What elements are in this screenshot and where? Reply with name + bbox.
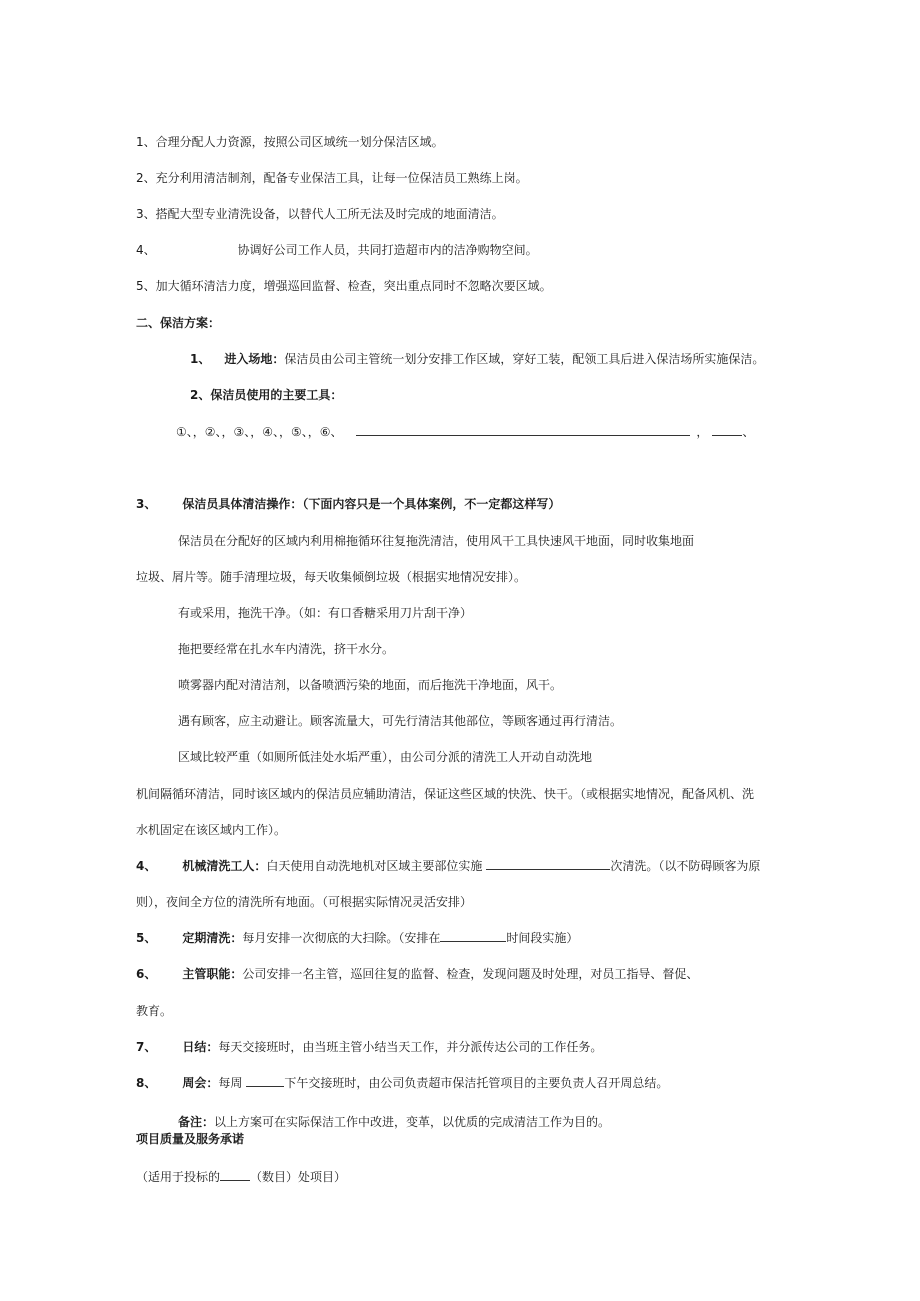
list-sep: 、 bbox=[143, 171, 156, 185]
item-number: 2 bbox=[190, 388, 199, 402]
section-heading: 二、保洁方案： bbox=[136, 316, 221, 330]
paragraph: 有或采用，拖洗干净。（如：有口香糖采用刀片刮干净） bbox=[178, 606, 473, 620]
intro-item-4 bbox=[136, 242, 538, 258]
section-sep: 、 bbox=[144, 1076, 157, 1090]
list-number: 2 bbox=[136, 171, 144, 185]
section-title: 周会： bbox=[182, 1076, 219, 1090]
count-blank bbox=[486, 858, 610, 870]
quality-scope bbox=[136, 1169, 346, 1185]
item-sep: 、 bbox=[198, 352, 211, 366]
intro-item-5 bbox=[136, 278, 552, 294]
paragraph: 喷雾器内配对清洁剂，以备喷洒污染的地面，而后拖洗干净地面，风干。 bbox=[178, 678, 563, 692]
section7 bbox=[136, 1039, 602, 1055]
section3-heading bbox=[136, 496, 560, 512]
section-title: 主管职能： bbox=[182, 967, 243, 981]
quality-heading: 项目质量及服务承诺 bbox=[136, 1132, 245, 1146]
list-sep: 、 bbox=[143, 135, 156, 149]
list-number: 1 bbox=[136, 135, 144, 149]
section-text: 每天交接班时，由当班主管小结当天工作，并分派传达公司的工作任务。 bbox=[218, 1040, 603, 1054]
tools-list: ①、，②、，③、，④、，⑤、，⑥、 bbox=[176, 425, 343, 439]
paragraph: 教育。 bbox=[136, 1004, 173, 1018]
section-number: 4 bbox=[136, 859, 145, 873]
note-text: 以上方案可在实际保洁工作中改进，变革，以优质的完成清洁工作为目的。 bbox=[214, 1115, 611, 1129]
section-text: 每月安排一次彻底的大扫除。（安排在 bbox=[242, 931, 441, 945]
tools-line bbox=[176, 424, 754, 440]
tools-tail: ， bbox=[696, 425, 709, 439]
quantity-blank bbox=[220, 1169, 250, 1181]
paragraph: 保洁员在分配好的区域内利用棉拖循环往复拖洗清洁，使用风干工具快速风干地面，同时收集地面 bbox=[178, 534, 695, 548]
section-number: 8 bbox=[136, 1076, 145, 1090]
section-text: 时间段实施） bbox=[506, 931, 579, 945]
section4 bbox=[136, 858, 760, 874]
intro-item-1 bbox=[136, 134, 444, 150]
list-sep: 、 bbox=[143, 279, 156, 293]
scope-text: （适用于投标的 bbox=[136, 1170, 221, 1184]
section-text: 每周 bbox=[218, 1076, 243, 1090]
list-text: 合理分配人力资源，按照公司区域统一划分保洁区域。 bbox=[155, 135, 444, 149]
paragraph: 则），夜间全方位的清洗所有地面。（可根据实际情况灵活安排） bbox=[136, 895, 473, 909]
time-blank bbox=[440, 930, 506, 942]
item-title: 保洁员使用的主要工具： bbox=[210, 388, 343, 402]
item-title: 进入场地： bbox=[224, 352, 285, 366]
paragraph: 区域比较严重（如厕所低洼处水垢严重），由公司分派的清洗工人开动自动洗地 bbox=[178, 750, 593, 764]
intro-item-2 bbox=[136, 170, 528, 186]
section-sep: 、 bbox=[144, 859, 157, 873]
list-text: 加大循环清洁力度，增强巡回监督、检查，突出重点同时不忽略次要区域。 bbox=[155, 279, 552, 293]
tools-end: 、 bbox=[742, 425, 755, 439]
paragraph: 拖把要经常在扎水车内清洗，挤干水分。 bbox=[178, 642, 395, 656]
paragraph: 垃圾、屑片等。随手清理垃圾，每天收集倾倒垃圾（根据实地情况安排）。 bbox=[136, 570, 527, 584]
section-text: 白天使用自动洗地机对区域主要部位实施 bbox=[266, 859, 483, 873]
paragraph: 机间隔循环清洁，同时该区域内的保洁员应辅助清洁，保证这些区域的快洗、快干。（或根据实地情况，配备风机、洗 bbox=[136, 787, 755, 801]
section-title: 保洁员具体清洁操作：（下面内容只是一个具体案例，不一定都这样写） bbox=[182, 497, 561, 511]
section2-item-2 bbox=[190, 387, 342, 403]
paragraph: 遇有顾客，应主动避让。顾客流量大，可先行清洁其他部位，等顾客通过再行清洁。 bbox=[178, 714, 623, 728]
list-text: 协调好公司工作人员，共同打造超市内的洁净购物空间。 bbox=[237, 243, 538, 257]
list-number: 3 bbox=[136, 207, 144, 221]
section-text: 下午交接班时，由公司负责超市保洁托管项目的主要负责人召开周总结。 bbox=[284, 1076, 669, 1090]
paragraph: 水机固定在该区域内工作）。 bbox=[136, 823, 287, 837]
section-sep: 、 bbox=[144, 931, 157, 945]
list-sep: 、 bbox=[143, 207, 156, 221]
day-blank bbox=[246, 1075, 284, 1087]
section-title: 定期清洗： bbox=[182, 931, 243, 945]
section-number: 6 bbox=[136, 967, 145, 981]
section-text: 公司安排一名主管，巡回往复的监督、检查，发现问题及时处理，对员工指导、督促、 bbox=[242, 967, 699, 981]
item-number: 1 bbox=[190, 352, 199, 366]
list-number: 4 bbox=[136, 243, 144, 257]
section5 bbox=[136, 930, 578, 946]
section-title: 日结： bbox=[182, 1040, 219, 1054]
section8 bbox=[136, 1075, 668, 1091]
scope-text: （数目）处项目） bbox=[250, 1170, 347, 1184]
list-text: 充分利用清洁制剂，配备专业保洁工具，让每一位保洁员工熟练上岗。 bbox=[155, 171, 528, 185]
tools-blank-short bbox=[712, 424, 742, 436]
list-text: 搭配大型专业清洗设备，以替代人工所无法及时完成的地面清洁。 bbox=[155, 207, 504, 221]
item-sep: 、 bbox=[198, 388, 211, 402]
intro-item-3 bbox=[136, 206, 504, 222]
section-number: 5 bbox=[136, 931, 145, 945]
section-sep: 、 bbox=[144, 1040, 157, 1054]
section-number: 3 bbox=[136, 497, 145, 511]
section-title: 机械清洗工人： bbox=[182, 859, 267, 873]
item-text: 保洁员由公司主管统一划分安排工作区域，穿好工装，配领工具后进入保洁场所实施保洁。 bbox=[284, 352, 765, 366]
tools-blank bbox=[356, 424, 690, 436]
section-number: 7 bbox=[136, 1040, 145, 1054]
section6 bbox=[136, 966, 698, 982]
note-title: 备注： bbox=[178, 1115, 215, 1129]
section-sep: 、 bbox=[144, 497, 157, 511]
list-sep: 、 bbox=[143, 243, 156, 257]
section-text: 次清洗。（以不防碍顾客为原 bbox=[610, 859, 761, 873]
note bbox=[178, 1114, 610, 1130]
list-number: 5 bbox=[136, 279, 144, 293]
section2-item-1 bbox=[190, 351, 764, 367]
section-sep: 、 bbox=[144, 967, 157, 981]
